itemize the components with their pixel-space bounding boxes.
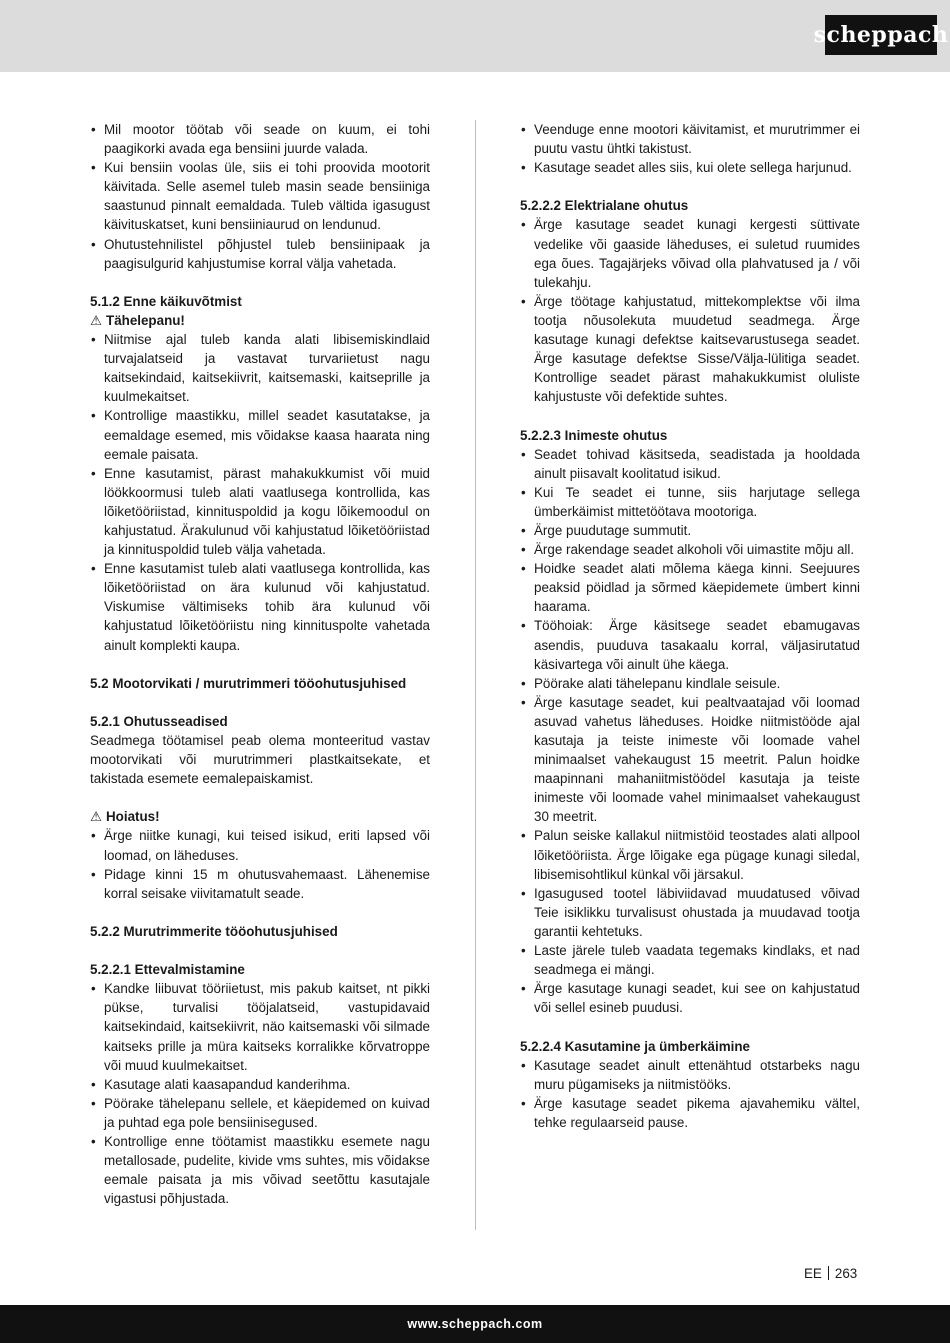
list-item: • Kontrollige enne töötamist maastikku esemete nagu metallosade, pudelite, kivide vms suhtes, mis võidakse eemale paisata ja mis võivad seetõttu kasutajale vigastusi põhjustada. [90,1132,430,1208]
list-item: • Kandke liibuvat tööriietust, mis pakub kaitset, nt pikki pükse, turvalisi tööjalatseid, vastupidavaid kaitsekindaid, kaitsekiivrit, näo kaitsemaski või silmade kaitseks prille ja müra kaitseks korralikke kõrvatroppe või muud kuulmekaitset. [90,979,430,1074]
list-item: • Kasutage seadet ainult ettenähtud otstarbeks nagu muru pügamiseks ja niitmistööks. [520,1056,860,1094]
list-item: • Laste järele tuleb vaadata tegemaks kindlaks, et nad seadmega ei mängi. [520,941,860,979]
list-item: • Ärge kasutage seadet kunagi kergesti süttivate vedelike või gaaside läheduses, ei suletud ruumides ega õues. Tagajärjeks võivad olla plahvatused ja / või tulekahju. [520,215,860,291]
warning-label: Tähelepanu! [106,312,185,328]
list-item: • Mil mootor töötab või seade on kuum, ei tohi paagikorki avada ega bensiini juurde valada. [90,120,430,158]
list-item: • Kui Te seadet ei tunne, siis harjutage sellega ümberkäimist mittetöötava mootoriga. [520,483,860,521]
bullet-list [90,979,430,1208]
section-heading: 5.2.2.4 Kasutamine ja ümberkäimine [520,1038,750,1054]
section-heading: 5.2.2 Murutrimmerite tööohutusjuhised [90,923,338,939]
bullet-list [520,215,860,406]
page-separator [828,1266,829,1280]
right-column [520,120,860,1132]
list-item: • Pöörake alati tähelepanu kindlale seisule. [520,674,860,693]
list-item: • Ärge rakendage seadet alkoholi või uimastite mõju all. [520,540,860,559]
header-band [0,0,950,72]
list-item: • Palun seiske kallakul niitmistöid teostades alati allpool lõiketööriista. Ärge lõigake ega pügage kunagi siledal, libisemisohtlikul künkal või järsakul. [520,826,860,883]
list-item: • Ärge kasutage seadet pikema ajavahemiku vältel, tehke regulaarseid pause. [520,1094,860,1132]
brand-logo: scheppach [825,15,937,55]
list-item: • Tööhoiak: Ärge käsitsege seadet ebamugavas asendis, puuduva tasakaalu korral, väljasirutatud käsivartega või ainult ühe käega. [520,616,860,673]
list-item: • Ärge niitke kunagi, kui teised isikud, eriti lapsed või loomad, on läheduses. [90,826,430,864]
paragraph: Seadmega töötamisel peab olema monteeritud vastav mootorvikati või murutrimmeri plastkaitsekate, et takistada esemete eemalepaiskamist. [90,733,430,787]
list-item: • Seadet tohivad käsitseda, seadistada ja hooldada ainult piisavalt koolitatud isikud. [520,445,860,483]
section-heading: 5.2.2.2 Elektrialane ohutus [520,198,689,214]
list-item: • Niitmise ajal tuleb kanda alati libisemiskindlaid turvajalatseid ja vastavat turvariietust nagu kaitsekindaid, kaitsekiivrit, kaitsemaski, kaitseprille ja kuulmekaitset. [90,330,430,406]
left-column [90,120,430,1208]
list-item: • Ärge kasutage kunagi seadet, kui see on kahjustatud või sellel esineb puudusi. [520,979,860,1017]
footer-url: www.scheppach.com [407,1317,543,1331]
intro-bullet-list [90,120,430,273]
warning-icon: ⚠ [90,312,103,328]
warning-label: Hoiatus! [106,809,160,825]
column-divider [475,120,476,1230]
section-heading: 5.2.1 Ohutusseadised [90,713,228,729]
list-item: • Ärge töötage kahjustatud, mittekomplektse või ilma tootja nõusolekuta muudetud seadmega. Ärge kasutage kunagi defektse kaitsevarustusega seadet. Ärge kasutage defektse Sisse/Välja-lülitiga seadet. Kontrollige seadet pärast mahakukkumist oluliste kahjustuste või defektide suhtes. [520,292,860,407]
warning-heading [90,311,430,330]
list-item: • Igasugused tootel läbiviidavad muudatused võivad Teie isiklikku turvalisust ohustada ja muudavad tootja garantii kehtetuks. [520,884,860,941]
list-item: • Kui bensiin voolas üle, siis ei tohi proovida mootorit käivitada. Selle asemel tuleb masin seade bensiiniga saastunud pinnalt eemaldada. Tuleb vältida igasugust käivituskatset, kuni bensiiniaurud on lendunud. [90,158,430,234]
list-item: • Pidage kinni 15 m ohutusvahemaast. Lähenemise korral seisake viivitamatult seade. [90,865,430,903]
list-item: • Enne kasutamist, pärast mahakukkumist või muid löökkoormusi tuleb alati vaatlusega kontrollida, kas lõiketööriistad, kinnituspoldid ja kogu lõikemoodul on kahjustatud. Ärakulunud või kahjustatud lõiketööriistad ja kinnituspoldid tuleb välja vahetada. [90,464,430,559]
list-item: • Hoidke seadet alati mõlema käega kinni. Seejuures peaksid pöidlad ja sõrmed käepidemete ümbert kinni haarama. [520,559,860,616]
warning-icon: ⚠ [90,809,103,825]
list-item: • Kontrollige maastikku, millel seadet kasutatakse, ja eemaldage esemed, mis võidakse kaasa haarata ning eemale paisata. [90,406,430,463]
bullet-list [90,826,430,902]
list-item: • Kasutage seadet alles siis, kui olete sellega harjunud. [520,158,860,177]
footer-band [0,1305,950,1343]
page-number [804,1265,857,1283]
list-item: • Ärge puudutage summutit. [520,521,860,540]
bullet-list [90,330,430,655]
section-heading: 5.2 Mootorvikati / murutrimmeri tööohutusjuhised [90,675,407,691]
bullet-list [520,1056,860,1132]
list-item: • Pöörake tähelepanu sellele, et käepidemed on kuivad ja puhtad ega pole bensiinisegused. [90,1094,430,1132]
list-item: • Ohutustehnilistel põhjustel tuleb bensiinipaak ja paagisulgurid kahjustumise korral välja vahetada. [90,235,430,273]
language-code: EE [804,1266,822,1281]
section-heading: 5.2.2.1 Ettevalmistamine [90,962,245,978]
warning-heading [90,807,430,826]
list-item: • Kasutage alati kaasapandud kanderihma. [90,1075,430,1094]
section-heading: 5.2.2.3 Inimeste ohutus [520,427,668,443]
section-heading: 5.1.2 Enne käikuvõtmist [90,293,242,309]
intro-bullet-list [520,120,860,177]
list-item: • Ärge kasutage seadet, kui pealtvaatajad või loomad asuvad vahetus läheduses. Hoidke niitmistööde ajal kasutaja ja teiste inimeste või loomade vahel minimaalset vahekaugust 15 meetrit. Palun hoidke maapinnani mahaniitmistöödel kasutaja ja teiste inimeste või loomade vahel minimaalset vahekaugust 30 meetrit. [520,693,860,827]
list-item: • Veenduge enne mootori käivitamist, et murutrimmer ei puutu vastu ühtki takistust. [520,120,860,158]
bullet-list [520,445,860,1018]
page-number-value: 263 [834,1266,858,1281]
list-item: • Enne kasutamist tuleb alati vaatlusega kontrollida, kas lõiketööriistad on ära kulunud või kahjustatud. Viskumise vältimiseks tohib ära kulunud või kahjustatud lõiketööriistu ning kinnituspolte vahetada ainult komplekti kaupa. [90,559,430,654]
